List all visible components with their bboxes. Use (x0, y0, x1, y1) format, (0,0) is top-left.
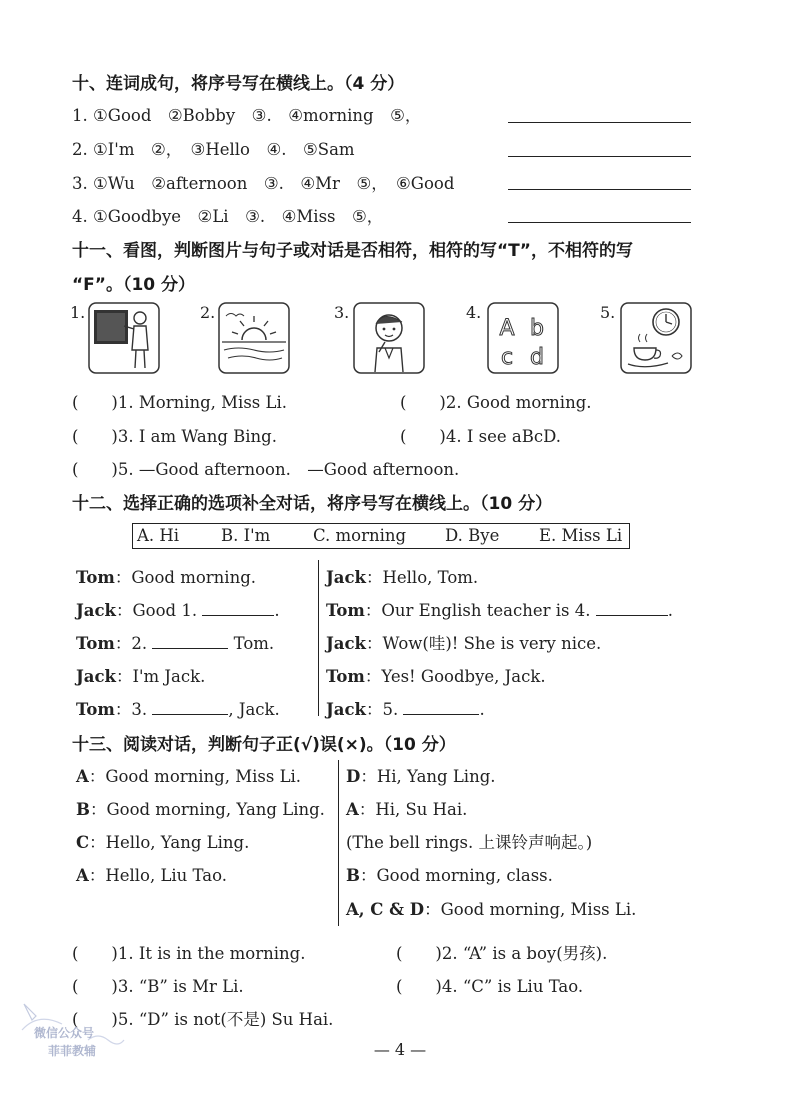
section-10-heading: 十、连词成句，将序号写在横线上。（4 分） (72, 74, 405, 94)
picture-label-1: 1. (70, 303, 86, 322)
sec11-item-3: ( )3. I am Wang Bing. (72, 427, 277, 446)
letter-a: A (499, 316, 515, 341)
sec11-item-1: ( )1. Morning, Miss Li. (72, 393, 287, 412)
dialogue-13-left-2: B：Good morning, Yang Ling. (76, 800, 325, 819)
teacher-at-blackboard-picture (88, 302, 160, 374)
clock-and-tea-picture (620, 302, 692, 374)
option-a: A. Hi (137, 526, 180, 545)
sec13-item-3: ( )3. “B” is Mr Li. (72, 977, 244, 996)
dialogue-13-right-1: D：Hi, Yang Ling. (346, 767, 496, 786)
sec10-item-1: 1. ①Good ②Bobby ③. ④morning ⑤， (72, 106, 422, 125)
watermark-line-2: 菲菲教辅 (48, 1044, 97, 1058)
letter-c: c (500, 345, 514, 370)
sec11-item-4: ( )4. I see aBcD. (400, 427, 561, 446)
dialogue-13-right-4: B：Good morning, class. (346, 866, 553, 885)
letters-picture (487, 302, 559, 374)
dialogue-12-left-1: Tom：Good morning. (76, 568, 257, 587)
watermark-line-1: 微信公众号 (34, 1026, 95, 1040)
letter-b: b (530, 316, 544, 341)
dialogue-divider-12 (318, 560, 319, 716)
sec13-item-1: ( )1. It is in the morning. (72, 944, 306, 963)
answer-line-1 (508, 122, 691, 123)
dialogue-12-right-2: Tom：Our English teacher is 4. . (326, 601, 674, 620)
sec10-item-2: 2. ①I'm ②， ③Hello ④. ⑤Sam (72, 140, 355, 159)
option-e: E. Miss Li (539, 526, 623, 545)
sec10-item-4: 4. ①Goodbye ②Li ③. ④Miss ⑤， (72, 207, 384, 226)
sec10-item-3: 3. ①Wu ②afternoon ③. ④Mr ⑤， ⑥Good (72, 174, 455, 193)
dialogue-12-right-3: Jack：Wow(哇)! She is very nice. (326, 634, 602, 653)
dialogue-13-left-4: A：Hello, Liu Tao. (76, 866, 227, 885)
dialogue-13-left-3: C：Hello, Yang Ling. (76, 833, 250, 852)
section-11-heading-line1: 十一、看图，判断图片与句子或对话是否相符，相符的写“T”，不相符的写 (72, 241, 633, 261)
dialogue-12-right-4: Tom：Yes! Goodbye, Jack. (326, 667, 546, 686)
picture-label-3: 3. (334, 303, 350, 322)
section-12-heading: 十二、选择正确的选项补全对话，将序号写在横线上。（10 分） (72, 494, 553, 514)
section-13-heading: 十三、阅读对话，判断句子正(√)误(×)。（10 分） (72, 735, 456, 755)
option-c: C. morning (313, 526, 407, 545)
sec13-item-5: ( )5. “D” is not(不是) Su Hai. (72, 1010, 334, 1029)
fill-blank-4[interactable] (596, 601, 668, 616)
letter-d: d (530, 345, 544, 370)
boy-picture (353, 302, 425, 374)
option-d: D. Bye (445, 526, 500, 545)
dialogue-12-right-5: Jack：5. . (326, 700, 485, 719)
section-11-heading-line2: “F”。（10 分） (72, 275, 196, 295)
fill-blank-1[interactable] (202, 601, 274, 616)
dialogue-13-left-1: A：Good morning, Miss Li. (76, 767, 302, 786)
fill-blank-2[interactable] (152, 634, 228, 649)
sec13-item-4: ( )4. “C” is Liu Tao. (396, 977, 584, 996)
dialogue-12-right-1: Jack：Hello, Tom. (326, 568, 479, 587)
sec11-item-2: ( )2. Good morning. (400, 393, 592, 412)
options-box (132, 523, 630, 549)
option-b: B. I'm (221, 526, 271, 545)
dialogue-12-left-4: Jack：I'm Jack. (76, 667, 206, 686)
picture-label-4: 4. (466, 303, 482, 322)
fill-blank-3[interactable] (152, 700, 228, 715)
dialogue-12-left-2: Jack：Good 1. . (76, 601, 280, 620)
fill-blank-5[interactable] (403, 700, 479, 715)
answer-line-2 (508, 156, 691, 157)
answer-line-4 (508, 222, 691, 223)
sec11-item-5: ( )5. —Good afternoon. —Good afternoon. (72, 460, 460, 479)
watermark (18, 1000, 128, 1060)
sec13-item-2: ( )2. “A” is a boy(男孩). (396, 944, 608, 963)
dialogue-12-left-5: Tom：3. , Jack. (76, 700, 280, 719)
dialogue-13-right-2: A：Hi, Su Hai. (346, 800, 468, 819)
sunrise-picture (218, 302, 290, 374)
answer-line-3 (508, 189, 691, 190)
page-number: — 4 — (373, 1040, 427, 1059)
dialogue-divider-13 (338, 760, 339, 926)
dialogue-12-left-3: Tom：2. Tom. (76, 634, 275, 653)
dialogue-13-right-5: A, C & D：Good morning, Miss Li. (346, 900, 637, 919)
picture-label-5: 5. (600, 303, 616, 322)
picture-label-2: 2. (200, 303, 216, 322)
dialogue-13-right-3: (The bell rings. 上课铃声响起。) (346, 833, 593, 852)
